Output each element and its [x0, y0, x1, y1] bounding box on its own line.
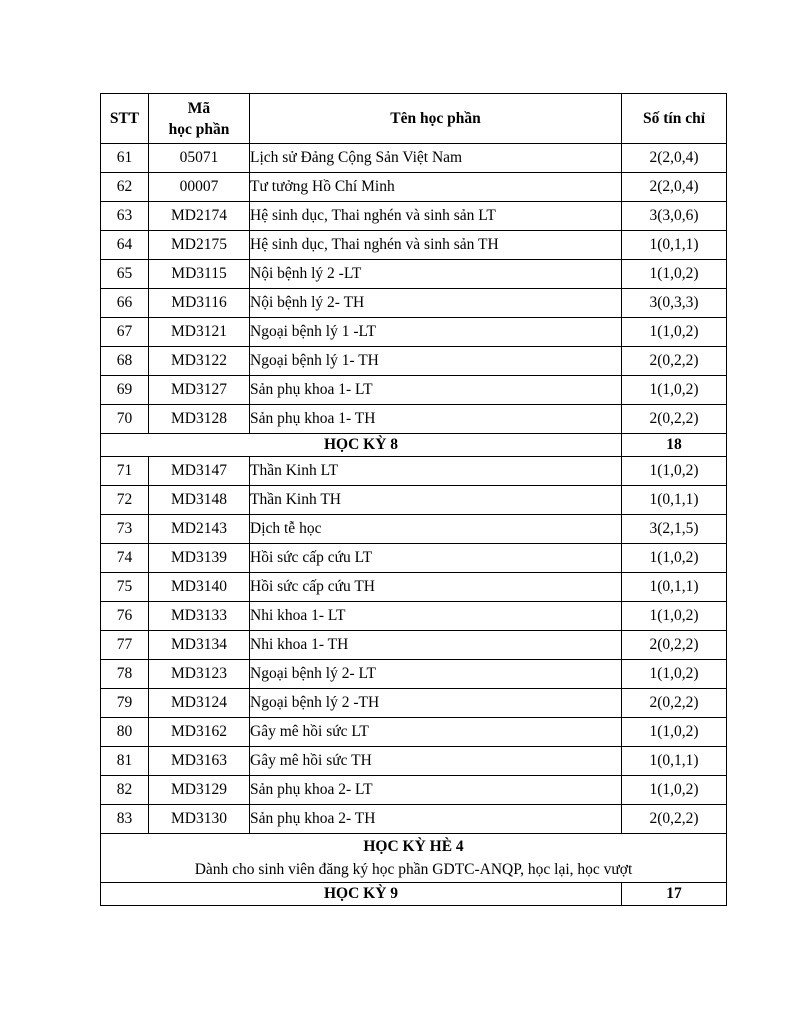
row-course-name: Nhi khoa 1- TH — [250, 631, 622, 660]
row-stt: 69 — [101, 376, 149, 405]
row-credits: 1(1,0,2) — [622, 457, 727, 486]
table-row — [101, 602, 727, 631]
table-row — [101, 515, 727, 544]
table-row — [101, 202, 727, 231]
table-row — [101, 747, 727, 776]
summer-semester-4-row — [101, 834, 727, 883]
row-course-code: MD3147 — [149, 457, 250, 486]
row-course-code: MD3130 — [149, 805, 250, 834]
row-course-code: MD3115 — [149, 260, 250, 289]
row-stt: 67 — [101, 318, 149, 347]
row-stt: 81 — [101, 747, 149, 776]
row-course-name: Thần Kinh LT — [250, 457, 622, 486]
table-row — [101, 486, 727, 515]
row-credits: 2(0,2,2) — [622, 405, 727, 434]
row-credits: 1(1,0,2) — [622, 318, 727, 347]
row-stt: 65 — [101, 260, 149, 289]
row-stt: 71 — [101, 457, 149, 486]
row-stt: 77 — [101, 631, 149, 660]
row-credits: 1(1,0,2) — [622, 776, 727, 805]
header-stt: STT — [101, 94, 149, 144]
header-course-name: Tên học phần — [250, 94, 622, 144]
row-course-name: Sản phụ khoa 1- LT — [250, 376, 622, 405]
row-credits: 1(1,0,2) — [622, 660, 727, 689]
row-stt: 83 — [101, 805, 149, 834]
semester-8-row — [101, 434, 727, 457]
table-row — [101, 631, 727, 660]
row-stt: 64 — [101, 231, 149, 260]
semester-8-credits: 18 — [622, 434, 727, 457]
row-course-code: MD3163 — [149, 747, 250, 776]
row-course-name: Dịch tễ học — [250, 515, 622, 544]
row-course-name: Gây mê hồi sức LT — [250, 718, 622, 747]
row-course-code: MD2174 — [149, 202, 250, 231]
table-row — [101, 573, 727, 602]
row-course-code: MD2143 — [149, 515, 250, 544]
header-course-code-line1: Mã — [187, 99, 211, 117]
row-course-code: MD3134 — [149, 631, 250, 660]
row-stt: 76 — [101, 602, 149, 631]
table-row — [101, 805, 727, 834]
table-row — [101, 173, 727, 202]
row-credits: 1(0,1,1) — [622, 573, 727, 602]
row-stt: 63 — [101, 202, 149, 231]
row-credits: 3(2,1,5) — [622, 515, 727, 544]
row-credits: 2(0,2,2) — [622, 347, 727, 376]
row-stt: 68 — [101, 347, 149, 376]
row-credits: 1(1,0,2) — [622, 602, 727, 631]
row-course-code: MD2175 — [149, 231, 250, 260]
table-row — [101, 289, 727, 318]
row-course-name: Hồi sức cấp cứu TH — [250, 573, 622, 602]
row-course-code: 05071 — [149, 144, 250, 173]
row-stt: 79 — [101, 689, 149, 718]
row-credits: 2(0,2,2) — [622, 805, 727, 834]
row-credits: 1(1,0,2) — [622, 260, 727, 289]
row-course-name: Sản phụ khoa 1- TH — [250, 405, 622, 434]
row-course-name: Ngoại bệnh lý 2- LT — [250, 660, 622, 689]
row-course-name: Lịch sử Đảng Cộng Sản Việt Nam — [250, 144, 622, 173]
row-stt: 73 — [101, 515, 149, 544]
table-row — [101, 260, 727, 289]
header-credits: Số tín chỉ — [622, 94, 727, 144]
row-stt: 82 — [101, 776, 149, 805]
row-course-name: Nội bệnh lý 2 -LT — [250, 260, 622, 289]
row-course-name: Gây mê hồi sức TH — [250, 747, 622, 776]
row-course-name: Nhi khoa 1- LT — [250, 602, 622, 631]
row-stt: 75 — [101, 573, 149, 602]
table-row — [101, 776, 727, 805]
table-row — [101, 544, 727, 573]
row-course-name: Hệ sinh dục, Thai nghén và sinh sản TH — [250, 231, 622, 260]
row-course-name: Nội bệnh lý 2- TH — [250, 289, 622, 318]
row-course-code: MD3124 — [149, 689, 250, 718]
row-course-name: Hồi sức cấp cứu LT — [250, 544, 622, 573]
row-course-code: MD3127 — [149, 376, 250, 405]
table-row — [101, 144, 727, 173]
row-course-code: MD3128 — [149, 405, 250, 434]
row-course-name: Thần Kinh TH — [250, 486, 622, 515]
row-course-name: Tư tưởng Hồ Chí Minh — [250, 173, 622, 202]
summer-semester-4-cell — [101, 834, 727, 883]
row-credits: 1(1,0,2) — [622, 376, 727, 405]
header-course-code-line2: học phần — [168, 120, 230, 138]
summer-semester-4-note: Dành cho sinh viên đăng ký học phần GDTC-ANQP, học lại, học vượt — [194, 861, 633, 878]
row-stt: 61 — [101, 144, 149, 173]
row-stt: 70 — [101, 405, 149, 434]
semester-8-label: HỌC KỲ 8 — [101, 434, 622, 457]
row-course-code: MD3121 — [149, 318, 250, 347]
row-stt: 66 — [101, 289, 149, 318]
row-course-name: Ngoại bệnh lý 1 -LT — [250, 318, 622, 347]
row-stt: 80 — [101, 718, 149, 747]
row-credits: 3(0,3,3) — [622, 289, 727, 318]
row-course-code: MD3116 — [149, 289, 250, 318]
row-credits: 2(0,2,2) — [622, 689, 727, 718]
row-course-name: Ngoại bệnh lý 2 -TH — [250, 689, 622, 718]
table-row — [101, 689, 727, 718]
row-credits: 2(2,0,4) — [622, 144, 727, 173]
row-credits: 2(0,2,2) — [622, 631, 727, 660]
row-credits: 1(0,1,1) — [622, 231, 727, 260]
row-course-code: MD3148 — [149, 486, 250, 515]
row-stt: 62 — [101, 173, 149, 202]
table-row — [101, 718, 727, 747]
row-course-code: MD3123 — [149, 660, 250, 689]
row-course-name: Ngoại bệnh lý 1- TH — [250, 347, 622, 376]
table-row — [101, 376, 727, 405]
summer-semester-4-label: HỌC KỲ HÈ 4 — [363, 838, 464, 855]
row-course-code: MD3139 — [149, 544, 250, 573]
row-credits: 3(3,0,6) — [622, 202, 727, 231]
row-course-code: MD3140 — [149, 573, 250, 602]
row-course-code: 00007 — [149, 173, 250, 202]
semester-9-row — [101, 883, 727, 906]
row-course-code: MD3122 — [149, 347, 250, 376]
row-credits: 2(2,0,4) — [622, 173, 727, 202]
row-course-name: Hệ sinh dục, Thai nghén và sinh sản LT — [250, 202, 622, 231]
table-row — [101, 347, 727, 376]
table-row — [101, 405, 727, 434]
row-course-code: MD3133 — [149, 602, 250, 631]
row-course-name: Sản phụ khoa 2- TH — [250, 805, 622, 834]
table-header-row — [101, 94, 727, 144]
row-stt: 78 — [101, 660, 149, 689]
row-stt: 74 — [101, 544, 149, 573]
row-credits: 1(1,0,2) — [622, 718, 727, 747]
semester-9-credits: 17 — [622, 883, 727, 906]
row-course-code: MD3129 — [149, 776, 250, 805]
curriculum-table — [100, 93, 727, 906]
row-course-code: MD3162 — [149, 718, 250, 747]
row-course-name: Sản phụ khoa 2- LT — [250, 776, 622, 805]
row-credits: 1(0,1,1) — [622, 747, 727, 776]
table-row — [101, 231, 727, 260]
header-course-code — [149, 94, 250, 144]
row-stt: 72 — [101, 486, 149, 515]
table-row — [101, 457, 727, 486]
row-credits: 1(1,0,2) — [622, 544, 727, 573]
row-credits: 1(0,1,1) — [622, 486, 727, 515]
table-row — [101, 318, 727, 347]
semester-9-label: HỌC KỲ 9 — [101, 883, 622, 906]
table-row — [101, 660, 727, 689]
